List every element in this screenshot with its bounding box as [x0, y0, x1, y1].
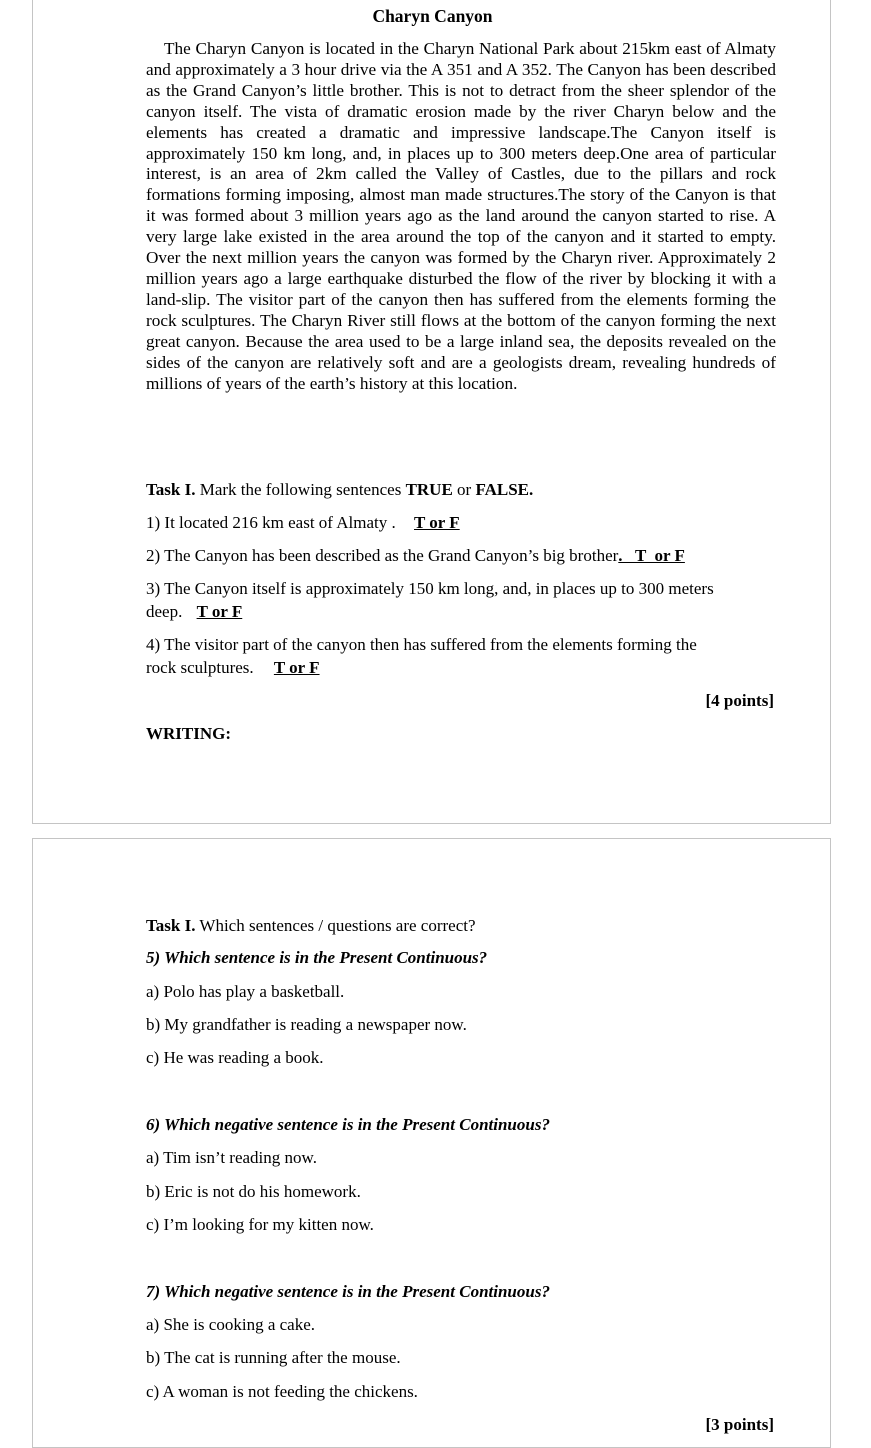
- task1-instruction: [146, 480, 533, 500]
- task-instruction-text: Mark the following sentences: [195, 480, 406, 499]
- task1-instruction-page2: [146, 916, 476, 936]
- true-false-choice[interactable]: T or F: [414, 513, 460, 532]
- question-5-option-a[interactable]: a) Polo has play a basketball.: [146, 982, 345, 1001]
- question-5-option-c[interactable]: c) He was reading a book.: [146, 1048, 324, 1067]
- statement-text: The visitor part of the canyon then has suffered from the elements forming the: [164, 635, 697, 654]
- true-word: TRUE: [405, 480, 453, 499]
- passage-text: The Charyn Canyon is located in the Charyn National Park about 215km east of Almaty and approximately a 3 hour drive via the A 351 and A 352. The Canyon has been described as the Grand Canyon’s little brother. This is not to detract from the sheer splendor of the canyon itself. The vista of dramatic erosion made by the river Charyn below and the elements has created a dramatic and impressive landscape.The Canyon itself is approximately 150 km long, and, in places up to 300 meters deep.One area of particular interest, is an area of 2km called the Valley of Castles, due to the pillars and rock formations forming imposing, almost man made structures.The story of the Canyon is that it was formed about 3 million years ago as the land around the canyon started to rise. A very large lake existed in the area around the top of the canyon and it started to empty. Over the next million years the canyon was formed by the Charyn river. Approximately 2 million years ago a large earthquake disturbed the flow of the river by blocking it with a land-slip. The visitor part of the canyon then has suffered from the elements forming the rock sculptures. The Charyn River still flows at the bottom of the canyon forming the next great canyon. Because the area used to be a large inland sea, the deposits revealed on the sides of the canyon are relatively soft and are a geologists dream, revealing hundreds of millions of years of the earth’s history at this location.: [146, 39, 776, 393]
- statement-text-cont: rock sculptures.: [146, 658, 254, 677]
- question-6-option-a[interactable]: a) Tim isn’t reading now.: [146, 1148, 317, 1167]
- statement-4-cont: [146, 658, 320, 678]
- task-label: Task I.: [146, 480, 196, 499]
- true-false-choice[interactable]: T or F: [273, 658, 320, 677]
- question-6-option-c[interactable]: c) I’m looking for my kitten now.: [146, 1215, 374, 1234]
- statement-4: [146, 635, 697, 655]
- true-false-choice[interactable]: . T or F: [618, 546, 685, 565]
- statement-number: 2): [146, 546, 161, 565]
- task-label: Task I.: [146, 916, 196, 935]
- statement-text: The Canyon has been described as the Grand Canyon’s big brother: [164, 546, 619, 565]
- question-7-prompt: 7) Which negative sentence is in the Present Continuous?: [146, 1282, 550, 1301]
- page-title: Charyn Canyon: [372, 6, 493, 26]
- points-label: [3 points]: [705, 1415, 774, 1434]
- statement-text: It located 216 km east of Almaty .: [164, 513, 396, 532]
- document-page-1: [32, 0, 831, 824]
- question-7-option-a[interactable]: a) She is cooking a cake.: [146, 1315, 315, 1334]
- question-7-option-b[interactable]: b) The cat is running after the mouse.: [146, 1348, 401, 1367]
- task-instruction-text: Which sentences / questions are correct?: [195, 916, 476, 935]
- points-label: [4 points]: [705, 691, 774, 710]
- statement-number: 1): [146, 513, 161, 532]
- statement-3-cont: [146, 602, 242, 622]
- question-5-prompt: 5) Which sentence is in the Present Continuous?: [146, 948, 488, 967]
- false-word: FALSE.: [475, 480, 534, 499]
- question-7-option-c[interactable]: c) A woman is not feeding the chickens.: [146, 1382, 418, 1401]
- statement-number: 3): [146, 579, 161, 598]
- reading-passage: [146, 39, 776, 394]
- statement-text-cont: deep.: [146, 602, 183, 621]
- statement-text: The Canyon itself is approximately 150 km long, and, in places up to 300 meters: [164, 579, 714, 598]
- statement-1: [146, 513, 460, 533]
- writing-heading: WRITING:: [146, 724, 232, 743]
- question-6-option-b[interactable]: b) Eric is not do his homework.: [146, 1182, 361, 1201]
- question-5-option-b[interactable]: b) My grandfather is reading a newspaper now.: [146, 1015, 467, 1034]
- statement-2: [146, 546, 685, 566]
- document-page-2: [32, 838, 831, 1448]
- question-6-prompt: 6) Which negative sentence is in the Present Continuous?: [146, 1115, 550, 1134]
- or-word: or: [452, 480, 476, 499]
- statement-number: 4): [146, 635, 161, 654]
- statement-3: [146, 579, 714, 599]
- true-false-choice[interactable]: T or F: [196, 602, 243, 621]
